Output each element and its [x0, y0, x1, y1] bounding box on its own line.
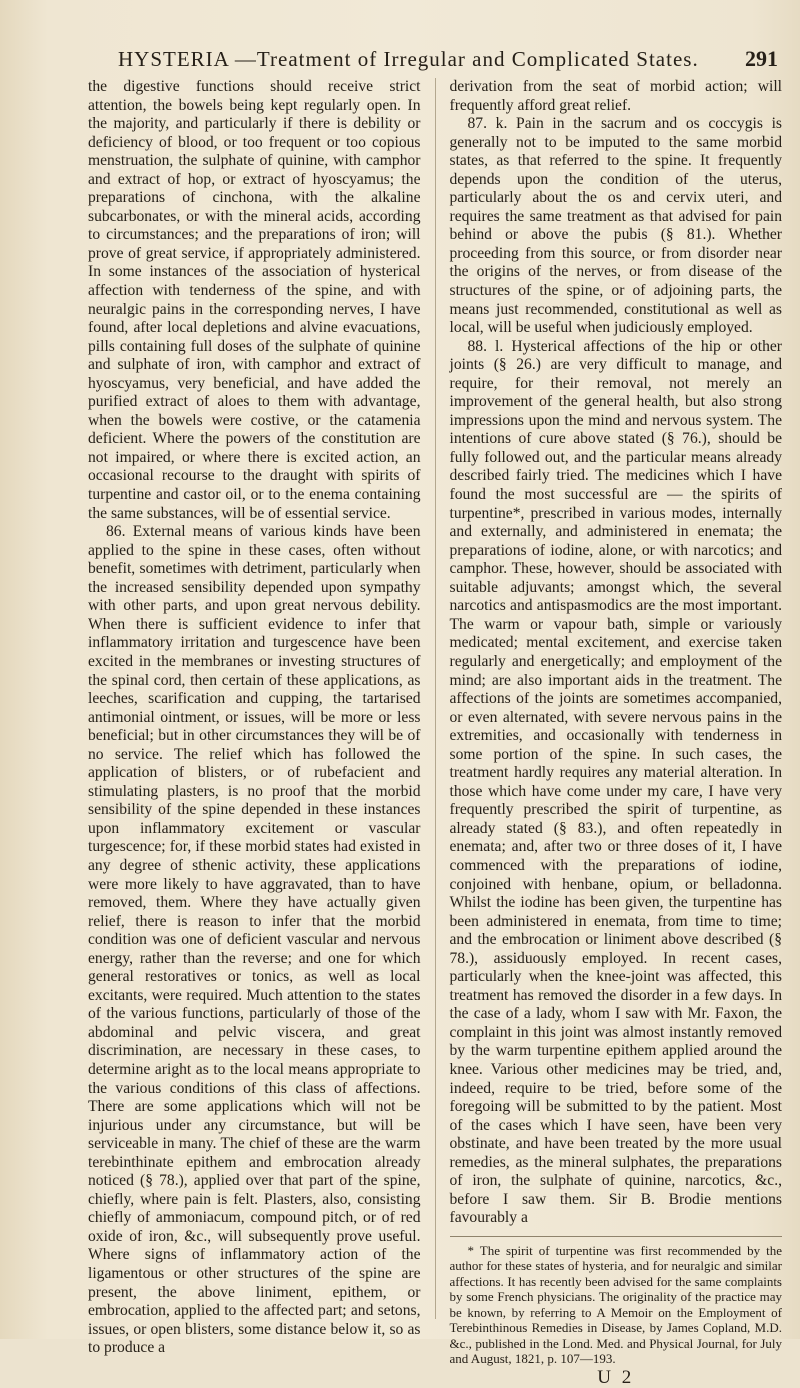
footnote-rule	[450, 1236, 783, 1237]
left-column	[88, 78, 421, 1357]
text-columns	[88, 78, 782, 1388]
right-column	[449, 78, 783, 1388]
footnote: * The spirit of turpentine was first recommended by the author for these states of hysteria, and for neuralgic and similar affections. It has recently been advised for the same complaints by some French physicians. The originality of the practice may be known, by referring to A Memoir on the Employment of Terebinthinous Remedies in Disease, by James Copland, M.D. &c., published in the Lond. Med. and Physical Journal, for July and August, 1821, p. 107—193.	[449, 1242, 782, 1367]
running-title: HYSTERIA —Treatment of Irregular and Complicated States.	[118, 47, 699, 71]
running-header	[118, 46, 778, 76]
signature-mark: U 2	[597, 1366, 635, 1388]
paragraph-87: 87. k. Pain in the sacrum and os coccygis is generally not to be imputed to the same morbid states, as that referred to the spine. It frequently depends upon the condition of the uterus, particularly about the os and cervix uteri, and requires the same treatment as that advised for pain behind or above the pubis (§ 81.). Whether proceeding from this source, or from disorder near the origins of the nerves, or from disease of the structures of the spine, or of adjoining parts, the means just recommended, constitutional as well as local, will be useful when judiciously employed.	[449, 115, 782, 337]
paragraph-88: 88. l. Hysterical affections of the hip or other joints (§ 26.) are very difficult to manage, and require, for their removal, not merely an improvement of the general health, but also strong impressions upon the mind and nervous system. The intentions of cure above stated (§ 76.), should be fully followed out, and the particular means already described fairly tried. The medicines which I have found the most successful are — the spirits of turpentine*, prescribed in various modes, internally and externally, and administered in enemata; the preparations of iodine, alone, or with narcotics; and camphor. These, however, should be associated with suitable adjuvants; amongst which, the several narcotics and antispasmodics are the most important. The warm or vapour bath, simple or variously medicated; mental excitement, and exercise taken regularly and energetically; and employment of the mind; are also important aids in the treatment. The affections of the joints are sometimes accompanied, or even alternated, with severe nervous pains in the extremities, and occasionally with tenderness in some portion of the spine. In such cases, the treatment hardly requires any material alteration. In those which have come under my care, I have very frequently prescribed the spirit of turpentine, as already stated (§ 83.), and often repeatedly in enemata; and, after two or three doses of it, I have commenced with the preparations of iodine, conjoined with henbane, opium, or belladonna. Whilst the iodine has been given, the turpentine has been administered in enemata, from time to time; and the embrocation or liniment above described (§ 78.), assiduously employed. In recent cases, particularly when the knee-joint was affected, this treatment has removed the disorder in a few days. In the case of a lady, whom I saw with Mr. Faxon, the complaint in this joint was almost instantly removed by the warm turpentine epithem applied around the knee. Various other medicines may be tried, and, indeed, require to be tried, before some of the foregoing will be submitted to by the patient. Most of the cases which I have seen, have been very obstinate, and have been treated by the more usual remedies, as the mineral sulphates, the preparations of iron, the sulphate of quinine, narcotics, &c., before I saw them. Sir B. Brodie mentions favourably a	[449, 337, 782, 1227]
paragraph: the digestive functions should receive strict attention, the bowels being kept regularly open. In the majority, and particularly if there is debility or deficiency of blood, or too frequent or too copious menstruation, the sulphate of quinine, with camphor and extract of hop, or extract of hyoscyamus; the preparations of cinchona, with the alkaline subcarbonates, or with the mineral acids, according to circumstances; and the preparations of iron; will prove of great service, if appropriately administered. In some instances of the association of hysterical affection with tenderness of the spine, and with neuralgic pains in the corresponding nerves, I have found, after local depletions and alvine evacuations, pills containing full doses of the sulphate of quinine and sulphate of iron, with camphor and extract of hyoscyamus, very beneficial, and have added the purified extract of aloes to them with advantage, when the bowels were costive, or the catamenia deficient. Where the powers of the constitution are not impaired, or where there is excited action, an occasional recourse to the draught with spirits of turpentine and castor oil, or to the enema containing the same substances, will be of essential service.	[88, 78, 421, 522]
page-number: 291	[745, 46, 778, 71]
paragraph: derivation from the seat of morbid action; will frequently afford great relief.	[449, 78, 782, 114]
column-divider	[435, 78, 436, 1319]
paragraph-86: 86. External means of various kinds have been applied to the spine in these cases, often without benefit, sometimes with detriment, particularly when the increased sensibility depended upon sympathy with other parts, and upon great nervous debility. When there is sufficient evidence to infer that inflammatory irritation and turgescence have been excited in the membranes or investing structures of the spinal cord, then certain of these applications, as leeches, scarification and cupping, the tartarised antimonial ointment, or issues, will be more or less beneficial; but in other circumstances they will be of no service. The relief which has followed the application of blisters, or of rubefacient and stimulating plasters, is no proof that the morbid sensibility of the spine depended in these instances upon inflammatory excitement or vascular turgescence; for, if these morbid states had existed in any degree of sthenic activity, these applications were more likely to have aggravated, than to have removed, them. Where they have actually given relief, there is reason to infer that the morbid condition was one of deficient vascular and nervous energy, rather than the reverse; and one for which general restoratives or tonics, as well as local excitants, were required. Much attention to the states of the various functions, particularly of those of the abdominal and pelvic viscera, and great discrimination, are necessary in these cases, to determine aright as to the local means appropriate to the various conditions of this class of affections. There are some applications which will not be injurious under any circumstance, but will be serviceable in many. The chief of these are the warm terebinthinate epithem and embrocation already noticed (§ 78.), applied over that part of the spine, chiefly, where pain is felt. Plasters, also, consisting chiefly of ammoniacum, compound pitch, or of red oxide of iron, &c., will subsequently prove useful. Where signs of inflammatory action of the ligamentous or other structures of the spine are present, the above liniment, epithem, or embrocation, applied to the affected part; and setons, issues, or open blisters, some distance below it, so as to produce a	[88, 523, 421, 1357]
